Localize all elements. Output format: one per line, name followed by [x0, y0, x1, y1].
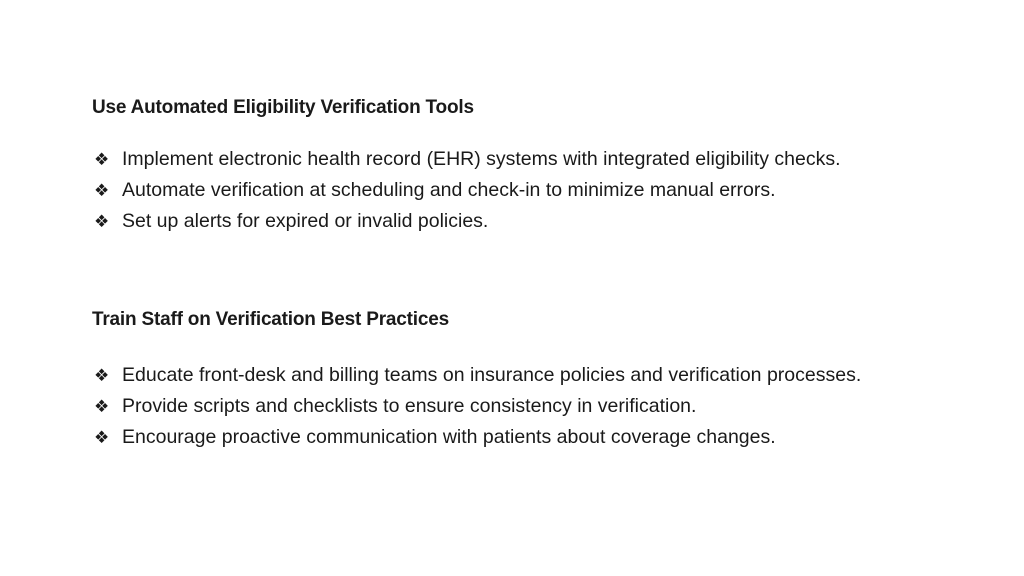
list-item	[92, 360, 928, 391]
four-diamond-icon: ❖	[94, 397, 110, 416]
section-automated-tools	[92, 94, 928, 237]
bullet-text: Encourage proactive communication with patients about coverage changes.	[122, 426, 776, 448]
four-diamond-icon: ❖	[94, 428, 110, 447]
list-item	[92, 144, 928, 175]
bullet-text: Automate verification at scheduling and check-in to minimize manual errors.	[122, 179, 776, 201]
four-diamond-icon: ❖	[94, 181, 110, 200]
section-heading: Train Staff on Verification Best Practices	[92, 309, 449, 330]
bullet-text: Provide scripts and checklists to ensure consistency in verification.	[122, 395, 697, 417]
list-item	[92, 391, 928, 422]
four-diamond-icon: ❖	[94, 150, 110, 169]
four-diamond-icon: ❖	[94, 212, 110, 231]
list-item	[92, 175, 928, 206]
bullet-text: Educate front-desk and billing teams on insurance policies and verification processes.	[122, 364, 862, 386]
section-heading: Use Automated Eligibility Verification Tools	[92, 97, 474, 118]
bullet-list	[92, 360, 928, 453]
bullet-list	[92, 144, 928, 237]
list-item	[92, 206, 928, 237]
list-item	[92, 422, 928, 453]
bullet-text: Set up alerts for expired or invalid policies.	[122, 210, 489, 232]
four-diamond-icon: ❖	[94, 366, 110, 385]
bullet-text: Implement electronic health record (EHR) systems with integrated eligibility checks.	[122, 148, 841, 170]
section-staff-training	[92, 306, 928, 453]
